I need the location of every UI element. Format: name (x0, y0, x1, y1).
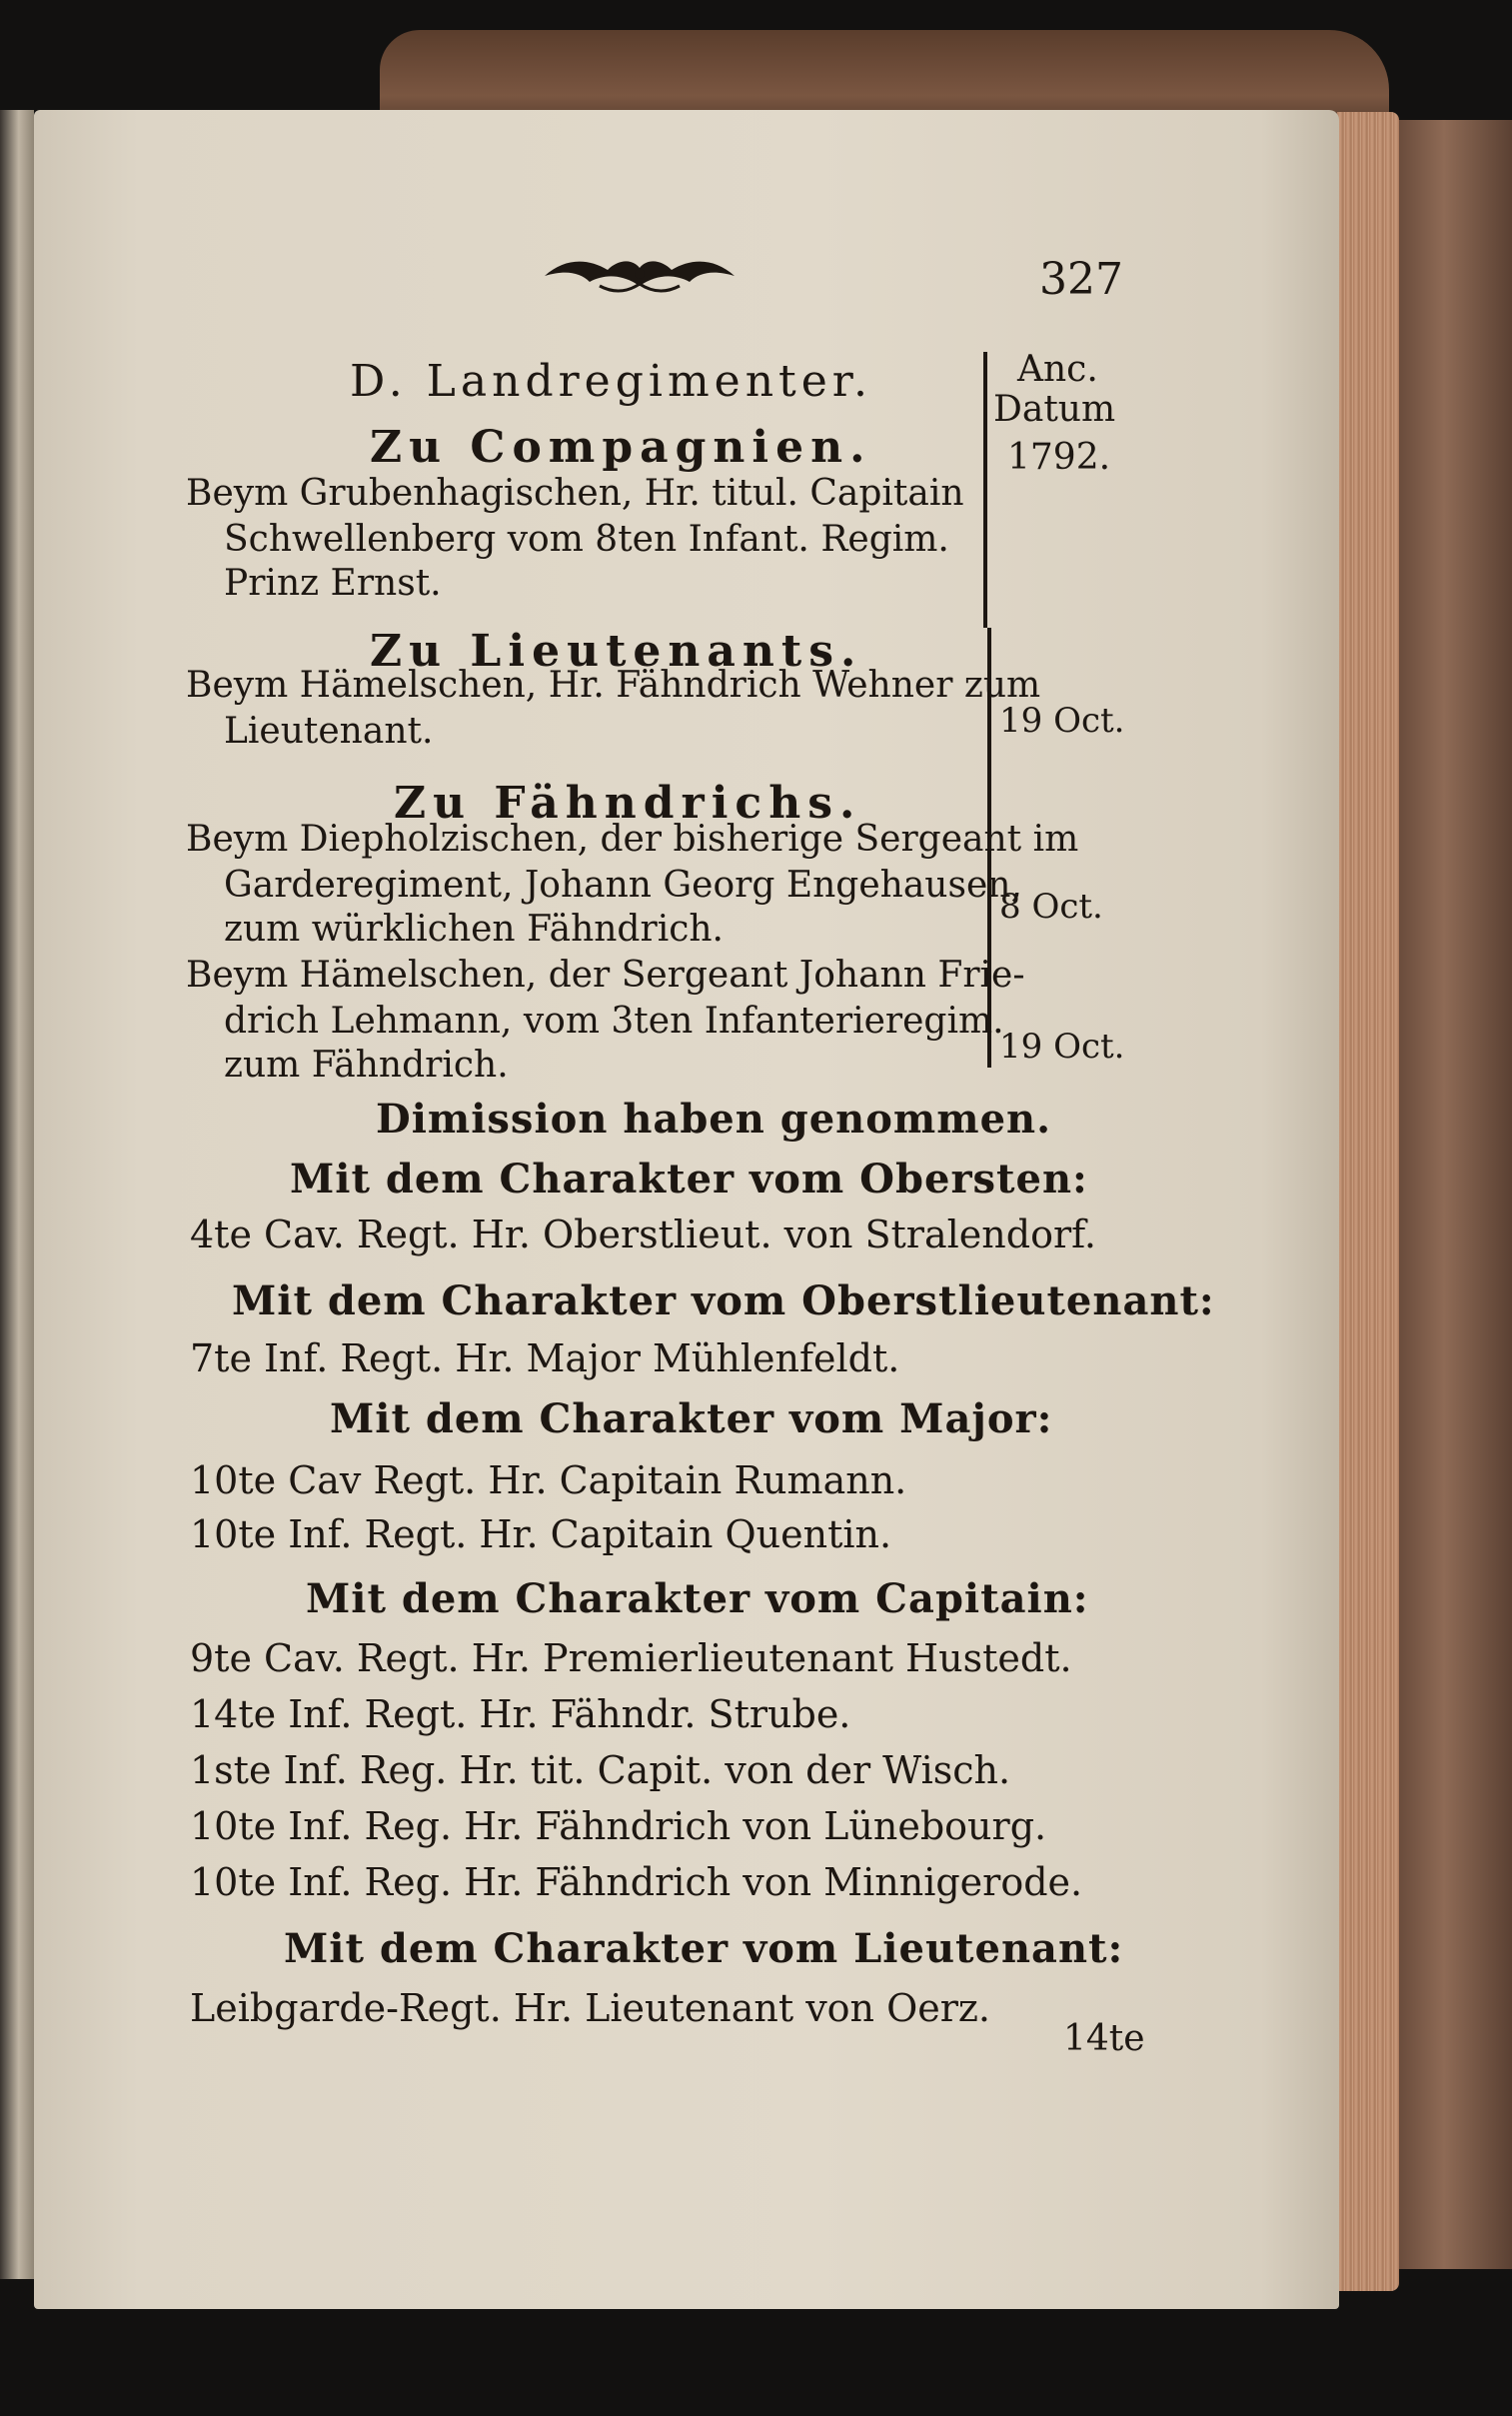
entry-line: zum würklichen Fähndrich. (224, 909, 724, 950)
dimission-heading: Mit dem Charakter vom Lieutenant: (284, 1925, 1124, 1972)
dimission-entry: 10te Inf. Reg. Hr. Fähndrich von Lünebourg. (190, 1804, 1047, 1848)
dimission-entry: 10te Inf. Reg. Hr. Fähndrich von Minnigerode. (190, 1860, 1083, 1904)
catchword: 14te (1063, 2018, 1145, 2059)
column-header-datum: Datum (993, 389, 1116, 430)
entry-date: 8 Oct. (999, 887, 1103, 927)
dimission-entry: 7te Inf. Regt. Hr. Major Mühlenfeldt. (190, 1336, 900, 1380)
entry-line: Lieutenant. (224, 711, 434, 752)
dimission-entry: 4te Cav. Regt. Hr. Oberstlieut. von Stralendorf. (190, 1212, 1096, 1256)
facing-page-edge (0, 110, 34, 2279)
dimission-heading: Mit dem Charakter vom Major: (330, 1395, 1053, 1442)
dimission-entry: 9te Cav. Regt. Hr. Premierlieutenant Hustedt. (190, 1636, 1072, 1680)
dimission-heading: Mit dem Charakter vom Obersten: (290, 1156, 1088, 1203)
page-number: 327 (1039, 254, 1123, 305)
book-cover-right (1399, 120, 1512, 2269)
entry-line: Beym Hämelschen, der Sergeant Johann Frie- (186, 955, 1025, 996)
column-rule (983, 352, 987, 628)
dimission-entry: 14te Inf. Regt. Hr. Fähndr. Strube. (190, 1692, 851, 1736)
entry-line: zum Fähndrich. (224, 1045, 509, 1086)
dimission-entry: 10te Cav Regt. Hr. Capitain Rumann. (190, 1458, 907, 1502)
column-header-anc: Anc. (1017, 349, 1098, 390)
entry-line: Beym Grubenhagischen, Hr. titul. Capitain (186, 473, 964, 514)
dimission-entry: Leibgarde-Regt. Hr. Lieutenant von Oerz. (190, 1986, 991, 2030)
entry-line: Beym Diepholzischen, der bisherige Sergeant im (186, 819, 1079, 860)
entry-line: Prinz Ernst. (224, 563, 442, 604)
entry-line: drich Lehmann, vom 3ten Infanterieregim. (224, 1001, 1004, 1042)
entry-date: 19 Oct. (999, 701, 1125, 741)
entry-line: Schwellenberg vom 8ten Infant. Regim. (224, 519, 949, 560)
entry-line: Garderegiment, Johann Georg Engehausen, (224, 865, 1022, 906)
dimission-entry: 10te Inf. Regt. Hr. Capitain Quentin. (190, 1512, 892, 1556)
dimission-heading: Mit dem Charakter vom Oberstlieutenant: (232, 1277, 1215, 1324)
entry-date: 19 Oct. (999, 1027, 1125, 1067)
group-heading: Zu Compagnien. (370, 422, 872, 473)
column-header-year: 1792. (1007, 437, 1111, 478)
dimission-entry: 1ste Inf. Reg. Hr. tit. Capit. von der Wisch. (190, 1748, 1011, 1792)
entry-line: Beym Hämelschen, Hr. Fähndrich Wehner zum (186, 665, 1041, 706)
dimission-title: Dimission haben genommen. (376, 1096, 1052, 1143)
section-title: D. Landregimenter. (350, 356, 872, 407)
fleuron-ornament-icon (540, 252, 740, 296)
group-heading: Zu Fähndrichs. (394, 778, 862, 829)
group-heading: Zu Lieutenants. (370, 626, 863, 677)
dimission-heading: Mit dem Charakter vom Capitain: (306, 1575, 1089, 1622)
page-block-edges (1337, 112, 1399, 2291)
